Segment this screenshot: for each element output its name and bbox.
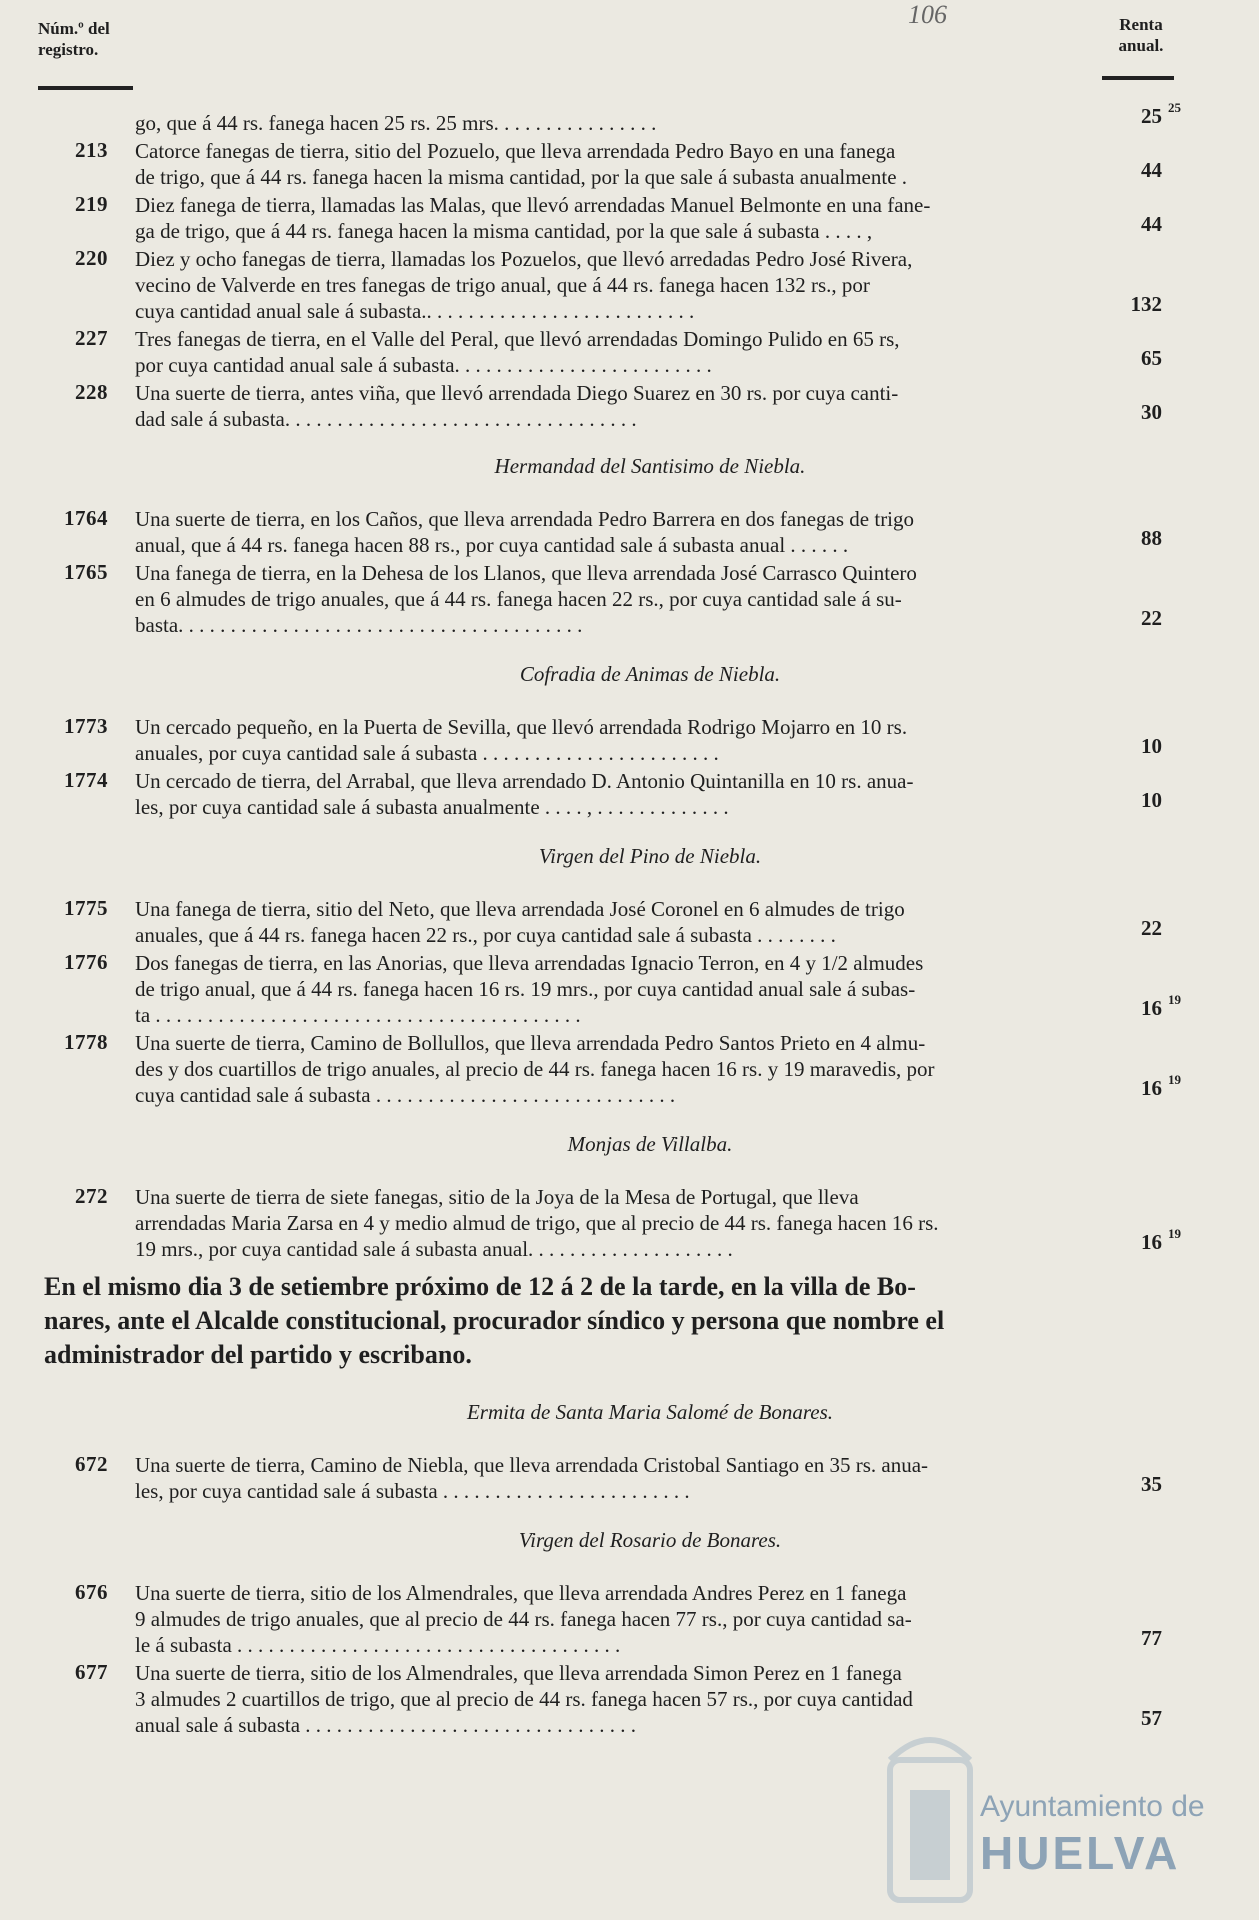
notice-line: nares, ante el Alcalde constitucional, procurador síndico y persona que nombre el <box>44 1306 945 1335</box>
record-line: Dos fanegas de tierra, en las Anorias, que lleva arrendadas Ignacio Terron, en 4 y 1/2 almudes <box>135 951 924 975</box>
record-number: 1774 <box>64 768 108 792</box>
record-description <box>135 192 1095 244</box>
record-line: anuales, por cuya cantidad sale á subasta . . . . . . . . . . . . . . . . . . . . . . . <box>135 741 719 765</box>
record-description <box>135 1580 1095 1658</box>
record-amount: 16 <box>1141 996 1162 1020</box>
record-line: Una fanega de tierra, en la Dehesa de los Llanos, que lleva arrendada José Carrasco Quintero <box>135 561 917 585</box>
record-amount: 132 <box>1130 292 1162 316</box>
column-header-renta-line1: Renta <box>1119 15 1163 34</box>
record-description <box>135 1184 1095 1262</box>
record-number: 672 <box>75 1452 108 1476</box>
record-line: anual, que á 44 rs. fanega hacen 88 rs., por cuya cantidad sale á subasta anual . . . . . . <box>135 533 849 557</box>
column-header-registro-line2: registro. <box>38 40 99 59</box>
record-amount: 22 <box>1141 916 1162 940</box>
header-rule-left <box>38 86 133 90</box>
notice-line: administrador del partido y escribano. <box>44 1340 472 1369</box>
record-description <box>135 1452 1095 1504</box>
record-line: 9 almudes de trigo anuales, que al precio de 44 rs. fanega hacen 77 rs., por cuya cantidad sa- <box>135 1607 912 1631</box>
record-amount: 35 <box>1141 1472 1162 1496</box>
record-description <box>135 326 1095 378</box>
record-description <box>135 246 1095 324</box>
record-line: Una suerte de tierra, sitio de los Almendrales, que lleva arrendada Andres Perez en 1 fanega <box>135 1581 907 1605</box>
record-description <box>135 110 1095 136</box>
header-rule-right <box>1102 76 1174 80</box>
column-header-registro-line1: Núm.º del <box>38 19 110 38</box>
record-description <box>135 506 1095 558</box>
record-amount: 10 <box>1141 734 1162 758</box>
record-number: 1778 <box>64 1030 108 1054</box>
record-line: Un cercado de tierra, del Arrabal, que lleva arrendado D. Antonio Quintanilla en 10 rs. anua- <box>135 769 914 793</box>
record-amount: 88 <box>1141 526 1162 550</box>
column-header-registro <box>38 18 110 60</box>
watermark-line1: Ayuntamiento de <box>980 1790 1205 1823</box>
record-line: cuya cantidad anual sale á subasta.. . . . . . . . . . . . . . . . . . . . . . . . . . <box>135 299 695 323</box>
record-amount-subunit: 19 <box>1168 992 1181 1007</box>
record-description <box>135 896 1095 948</box>
record-amount: 25 <box>1141 104 1162 128</box>
record-number: 227 <box>75 326 108 350</box>
record-line: les, por cuya cantidad sale á subasta anualmente . . . . , . . . . . . . . . . . . . <box>135 795 729 819</box>
record-number: 1775 <box>64 896 108 920</box>
notice-line: En el mismo dia 3 de setiembre próximo de 12 á 2 de la tarde, en la villa de Bo- <box>44 1272 916 1301</box>
record-line: dad sale á subasta. . . . . . . . . . . . . . . . . . . . . . . . . . . . . . . . . . <box>135 407 637 431</box>
record-description <box>135 560 1095 638</box>
record-amount-subunit: 19 <box>1168 1226 1181 1241</box>
record-number: 219 <box>75 192 108 216</box>
record-number: 1764 <box>64 506 108 530</box>
section-title: Virgen del Rosario de Bonares. <box>518 1528 782 1552</box>
record-line: Diez fanega de tierra, llamadas las Malas, que llevó arrendadas Manuel Belmonte en una fane- <box>135 193 931 217</box>
section-title: Ermita de Santa Maria Salomé de Bonares. <box>466 1400 834 1424</box>
record-line: Diez y ocho fanegas de tierra, llamadas los Pozuelos, que llevó arredadas Pedro José Rivera, <box>135 247 913 271</box>
record-line: de trigo, que á 44 rs. fanega hacen la misma cantidad, por la que sale á subasta anualmente . <box>135 165 908 189</box>
record-amount: 10 <box>1141 788 1162 812</box>
record-number: 213 <box>75 138 108 162</box>
record-amount: 44 <box>1141 212 1162 236</box>
page-mark: 106 <box>908 0 947 29</box>
record-amount: 65 <box>1141 346 1162 370</box>
record-line: Un cercado pequeño, en la Puerta de Sevilla, que llevó arrendada Rodrigo Mojarro en 10 rs. <box>135 715 908 739</box>
record-number: 1776 <box>64 950 108 974</box>
record-line: cuya cantidad sale á subasta . . . . . . . . . . . . . . . . . . . . . . . . . . . . . <box>135 1083 676 1107</box>
record-amount-subunit: 25 <box>1168 100 1181 115</box>
record-description <box>135 380 1095 432</box>
section-title: Cofradia de Animas de Niebla. <box>519 662 781 686</box>
record-line: 3 almudes 2 cuartillos de trigo, que al precio de 44 rs. fanega hacen 57 rs., por cuya cantidad <box>135 1687 913 1711</box>
record-amount: 16 <box>1141 1230 1162 1254</box>
record-line: ta . . . . . . . . . . . . . . . . . . . . . . . . . . . . . . . . . . . . . . . . . <box>135 1003 581 1027</box>
record-line: go, que á 44 rs. fanega hacen 25 rs. 25 mrs. . . . . . . . . . . . . . . . <box>135 111 657 135</box>
record-amount-subunit: 19 <box>1168 1072 1181 1087</box>
record-line: en 6 almudes de trigo anuales, que á 44 rs. fanega hacen 22 rs., por cuya cantidad sale á su- <box>135 587 902 611</box>
record-description <box>135 768 1095 820</box>
record-line: basta. . . . . . . . . . . . . . . . . . . . . . . . . . . . . . . . . . . . . . . <box>135 613 583 637</box>
record-description <box>135 138 1095 190</box>
record-number: 677 <box>75 1660 108 1684</box>
record-number: 676 <box>75 1580 108 1604</box>
record-description <box>135 1030 1095 1108</box>
record-line: vecino de Valverde en tres fanegas de trigo anual, que á 44 rs. fanega hacen 132 rs., por <box>135 273 870 297</box>
record-amount: 30 <box>1141 400 1162 424</box>
record-line: des y dos cuartillos de trigo anuales, al precio de 44 rs. fanega hacen 16 rs. y 19 maravedis, por <box>135 1057 935 1081</box>
record-number: 1773 <box>64 714 108 738</box>
record-number: 228 <box>75 380 108 404</box>
record-description <box>135 714 1095 766</box>
section-title: Virgen del Pino de Niebla. <box>538 844 762 868</box>
record-line: Una suerte de tierra, antes viña, que llevó arrendada Diego Suarez en 30 rs. por cuya canti- <box>135 381 899 405</box>
watermark-line2: HUELVA <box>980 1827 1181 1879</box>
record-amount: 22 <box>1141 606 1162 630</box>
record-number: 220 <box>75 246 108 270</box>
record-line: Una suerte de tierra de siete fanegas, sitio de la Joya de la Mesa de Portugal, que lleva <box>135 1185 859 1209</box>
record-line: Una suerte de tierra, sitio de los Almendrales, que lleva arrendada Simon Perez en 1 fanega <box>135 1661 902 1685</box>
column-header-renta <box>1106 14 1176 56</box>
record-number: 272 <box>75 1184 108 1208</box>
record-line: Una suerte de tierra, en los Caños, que lleva arrendada Pedro Barrera en dos fanegas de trigo <box>135 507 915 531</box>
record-amount: 44 <box>1141 158 1162 182</box>
record-line: arrendadas Maria Zarsa en 4 y medio almud de trigo, que al precio de 44 rs. fanega hacen 16 rs. <box>135 1211 939 1235</box>
record-line: le á subasta . . . . . . . . . . . . . . . . . . . . . . . . . . . . . . . . . . . . . <box>135 1633 621 1657</box>
record-line: Tres fanegas de tierra, en el Valle del Peral, que llevó arrendadas Domingo Pulido en 65 rs, <box>135 327 900 351</box>
record-number: 1765 <box>64 560 108 584</box>
record-line: Una suerte de tierra, Camino de Niebla, que lleva arrendada Cristobal Santiago en 35 rs. anua- <box>135 1453 929 1477</box>
record-line: ga de trigo, que á 44 rs. fanega hacen la misma cantidad, por la que sale á subasta . . . . , <box>135 219 873 243</box>
record-line: Una fanega de tierra, sitio del Neto, que lleva arrendada José Coronel en 6 almudes de trigo <box>135 897 905 921</box>
record-line: por cuya cantidad anual sale á subasta. . . . . . . . . . . . . . . . . . . . . . . . . <box>135 353 712 377</box>
record-line: anual sale á subasta . . . . . . . . . . . . . . . . . . . . . . . . . . . . . . . . <box>135 1713 637 1737</box>
column-header-renta-line2: anual. <box>1118 36 1164 55</box>
record-line: 19 mrs., por cuya cantidad sale á subasta anual. . . . . . . . . . . . . . . . . . . . <box>135 1237 733 1261</box>
record-line: les, por cuya cantidad sale á subasta . . . . . . . . . . . . . . . . . . . . . . . . <box>135 1479 690 1503</box>
record-description <box>135 950 1095 1028</box>
section-title: Hermandad del Santisimo de Niebla. <box>494 454 806 478</box>
record-line: Catorce fanegas de tierra, sitio del Pozuelo, que lleva arrendada Pedro Bayo en una fanega <box>135 139 896 163</box>
record-line: anuales, que á 44 rs. fanega hacen 22 rs., por cuya cantidad sale á subasta . . . . . . . . <box>135 923 836 947</box>
section-title: Monjas de Villalba. <box>567 1132 733 1156</box>
record-line: Una suerte de tierra, Camino de Bollullos, que lleva arrendada Pedro Santos Prieto en 4 almu- <box>135 1031 926 1055</box>
record-line: de trigo anual, que á 44 rs. fanega hacen 16 rs. 19 mrs., por cuya cantidad anual sale á subas- <box>135 977 916 1001</box>
record-amount: 57 <box>1141 1706 1162 1730</box>
auction-notice <box>44 1270 1194 1372</box>
record-amount: 77 <box>1141 1626 1162 1650</box>
record-amount: 16 <box>1141 1076 1162 1100</box>
